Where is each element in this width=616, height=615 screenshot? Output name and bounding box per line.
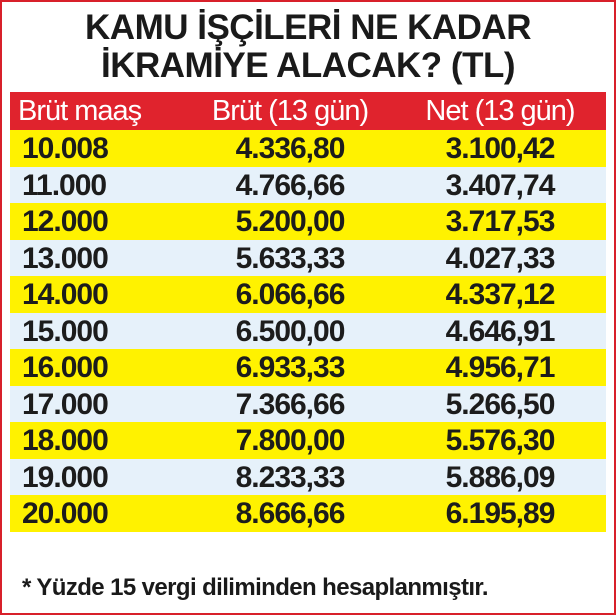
gross-13-days-cell: 7.366,66 xyxy=(235,387,345,421)
gross-13-days-cell: 7.800,00 xyxy=(235,424,345,457)
gross-salary-cell: 12.000 xyxy=(22,205,108,238)
gross-salary-cell: 14.000 xyxy=(22,278,108,311)
table-row xyxy=(10,459,606,496)
gross-13-days-cell: 8.233,33 xyxy=(235,460,345,494)
table-row xyxy=(10,130,606,167)
gross-salary-cell: 11.000 xyxy=(22,168,107,202)
title-line-1: KAMU İŞÇİLERİ NE KADAR xyxy=(85,8,531,47)
gross-13-days-cell: 5.200,00 xyxy=(235,205,345,238)
header-net-13-days: Net (13 gün) xyxy=(425,95,575,127)
header-gross-13-days: Brüt (13 gün) xyxy=(211,95,369,127)
net-13-days-cell: 5.266,50 xyxy=(445,387,555,421)
gross-salary-cell: 16.000 xyxy=(22,351,108,384)
gross-salary-cell: 10.008 xyxy=(22,132,108,165)
gross-salary-cell: 17.000 xyxy=(22,387,108,421)
title-line-2: İKRAMİYE ALACAK? (TL) xyxy=(101,46,515,85)
gross-salary-cell: 19.000 xyxy=(22,460,108,494)
gross-salary-cell: 13.000 xyxy=(22,241,108,275)
table-row xyxy=(10,203,606,240)
gross-salary-cell: 15.000 xyxy=(22,314,108,348)
gross-13-days-cell: 4.336,80 xyxy=(235,132,345,165)
table-row xyxy=(10,240,606,277)
table-row xyxy=(10,276,606,313)
table-row xyxy=(10,386,606,423)
header-gross-salary: Brüt maaş xyxy=(18,95,142,127)
net-13-days-cell: 6.195,89 xyxy=(445,497,555,530)
gross-salary-cell: 20.000 xyxy=(22,497,108,530)
net-13-days-cell: 3.717,53 xyxy=(445,205,555,238)
table-row xyxy=(10,313,606,350)
gross-salary-cell: 18.000 xyxy=(22,424,108,457)
table-row xyxy=(10,422,606,459)
net-13-days-cell: 4.027,33 xyxy=(445,241,555,275)
net-13-days-cell: 5.886,09 xyxy=(445,460,555,494)
gross-13-days-cell: 8.666,66 xyxy=(235,497,345,530)
gross-13-days-cell: 6.066,66 xyxy=(235,278,345,311)
net-13-days-cell: 3.407,74 xyxy=(445,168,555,202)
gross-13-days-cell: 6.500,00 xyxy=(235,314,345,348)
net-13-days-cell: 4.646,91 xyxy=(445,314,555,348)
table-header xyxy=(10,92,606,130)
gross-13-days-cell: 6.933,33 xyxy=(235,351,345,384)
table-row xyxy=(10,349,606,386)
net-13-days-cell: 5.576,30 xyxy=(445,424,555,457)
net-13-days-cell: 4.337,12 xyxy=(445,278,555,311)
table-row xyxy=(10,495,606,532)
footnote: * Yüzde 15 vergi diliminden hesaplanmıştır. xyxy=(22,574,488,601)
gross-13-days-cell: 5.633,33 xyxy=(235,241,345,275)
bonus-table xyxy=(10,92,606,532)
gross-13-days-cell: 4.766,66 xyxy=(235,168,345,202)
table-row xyxy=(10,167,606,204)
net-13-days-cell: 4.956,71 xyxy=(445,351,555,384)
net-13-days-cell: 3.100,42 xyxy=(445,132,555,165)
